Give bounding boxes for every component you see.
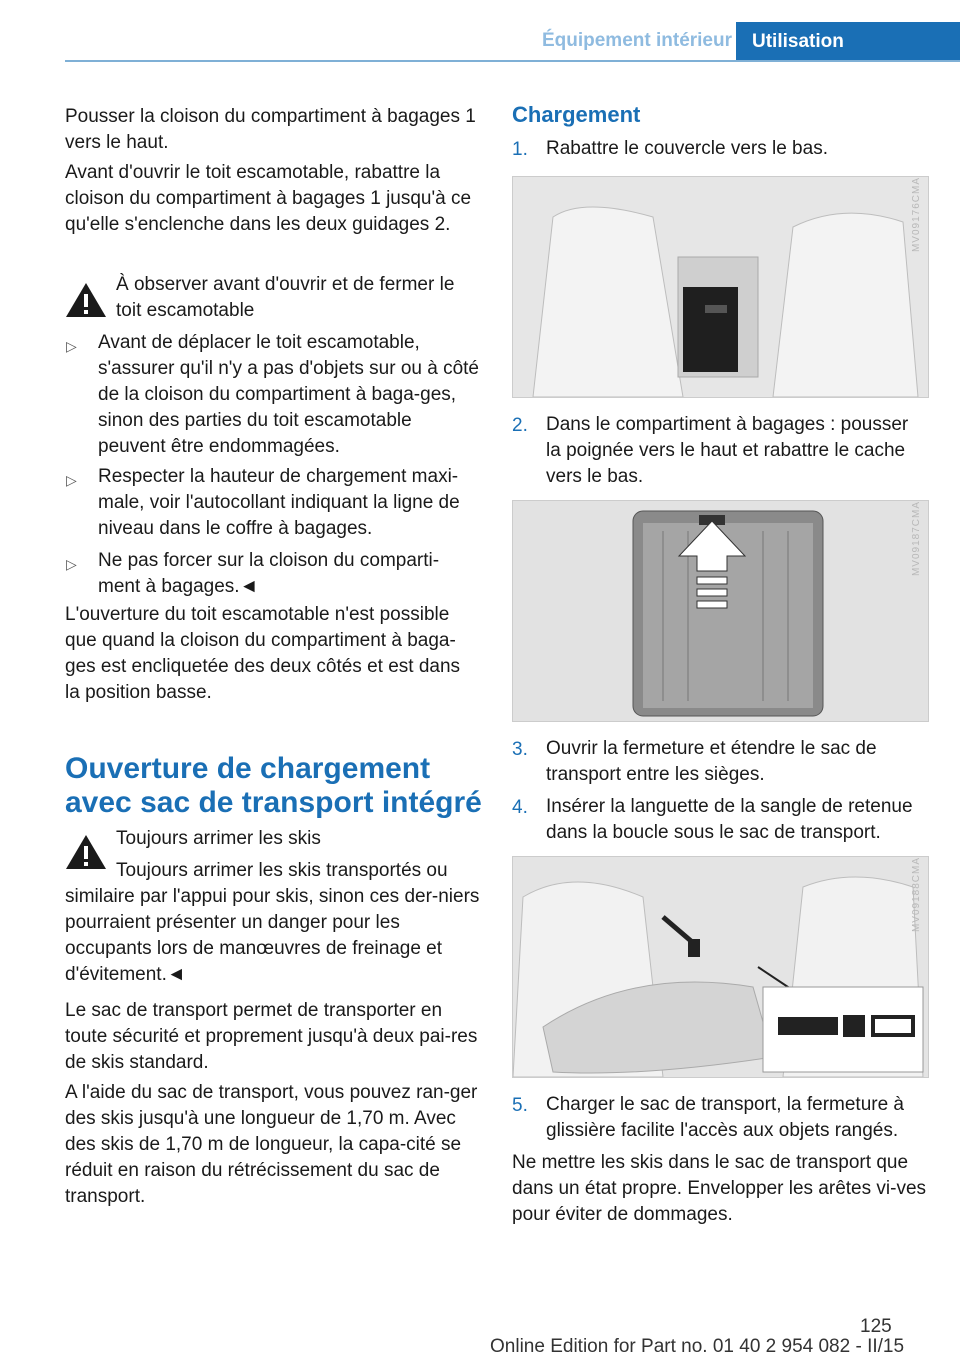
section-title: Équipement intérieur — [541, 30, 732, 51]
photo-pass-through-handle — [512, 500, 929, 722]
step-number: 1. — [512, 139, 528, 160]
image-code: MV09176CMA — [911, 177, 922, 253]
paragraph: Le sac de transport permet de transporter en toute sécurité et proprement jusqu'à deux pai-res de skis standard. — [65, 1000, 478, 1073]
step-text: Dans le compartiment à bagages : pousser la poignée vers le haut et rabattre le cache vers le bas. — [546, 414, 909, 487]
photo-ski-bag-strap — [512, 856, 929, 1078]
photo-rear-seats-cover — [512, 176, 929, 398]
bullet-triangle-icon: ▷ — [66, 472, 77, 488]
step-number: 5. — [512, 1095, 528, 1116]
warning-icon — [64, 280, 108, 320]
paragraph: Avant d'ouvrir le toit escamotable, rabattre la cloison du compartiment à bagages 1 jusqu'à ce qu'elle s'enclenche dans les deux guidages 2. — [65, 162, 472, 235]
paragraph: Pousser la cloison du compartiment à bagages 1 vers le haut. — [65, 106, 476, 153]
paragraph: L'ouverture du toit escamotable n'est possible que quand la cloison du compartiment à baga-ges est encliquetée des deux côtés et est dans la position basse. — [65, 604, 461, 703]
step-text: Ouvrir la fermeture et étendre le sac de transport entre les sièges. — [546, 738, 877, 785]
header-rule — [65, 60, 960, 62]
warning-title: À observer avant d'ouvrir et de fermer le toit escamotable — [116, 274, 455, 321]
step-text: Rabattre le couvercle vers le bas. — [546, 138, 828, 159]
step-number: 4. — [512, 797, 528, 818]
image-code: MV09188CMA — [911, 857, 922, 933]
edition-line: Online Edition for Part no. 01 40 2 954 082 - II/15 — [490, 1336, 905, 1357]
chapter-tab[interactable]: Utilisation — [736, 22, 960, 62]
step-text: Insérer la languette de la sangle de retenue dans la boucle sous le sac de transport. — [546, 796, 913, 843]
warning-title: Toujours arrimer les skis — [116, 828, 321, 849]
image-code: MV09187CMA — [911, 501, 922, 577]
step-number: 2. — [512, 415, 528, 436]
paragraph: A l'aide du sac de transport, vous pouvez ran-ger des skis jusqu'à une longueur de 1,70 m. Avec des skis de 1,70 m de longueur, la capa-cité se réduit en raison du rétrécissement du sac de transport. — [65, 1082, 478, 1207]
paragraph: Ne mettre les skis dans le sac de transport que dans un état propre. Envelopper les arêtes vi-ves pour éviter de dommages. — [512, 1152, 927, 1225]
bullet-item: Avant de déplacer le toit escamotable, s'assurer qu'il n'y a pas d'objets sur ou à côté de la cloison du compartiment à baga-ges, sinon des parties du toit escamotable peuvent être endommagées. — [98, 332, 479, 457]
section-heading: Ouverture de chargement avec sac de transport intégré — [65, 752, 482, 819]
bullet-triangle-icon: ▷ — [66, 556, 77, 572]
subsection-heading: Chargement — [512, 102, 641, 127]
bullet-item: Ne pas forcer sur la cloison du comparti-ment à bagages.◄ — [98, 550, 440, 597]
bullet-item: Respecter la hauteur de chargement maxi-male, voir l'autocollant indiquant la ligne de niveau dans le coffre à bagages. — [98, 466, 460, 539]
page-number: 125 — [860, 1316, 892, 1337]
bullet-triangle-icon: ▷ — [66, 338, 77, 354]
warning-body: Toujours arrimer les skis transportés ou similaire par l'appui pour skis, sinon ces der-niers pourraient présenter un danger pour les occupants lors de manœuvres de freinage et d'évitement.◄ — [65, 860, 480, 985]
step-text: Charger le sac de transport, la fermeture à glissière facilite l'accès aux objets rangés. — [546, 1094, 905, 1141]
step-number: 3. — [512, 739, 528, 760]
